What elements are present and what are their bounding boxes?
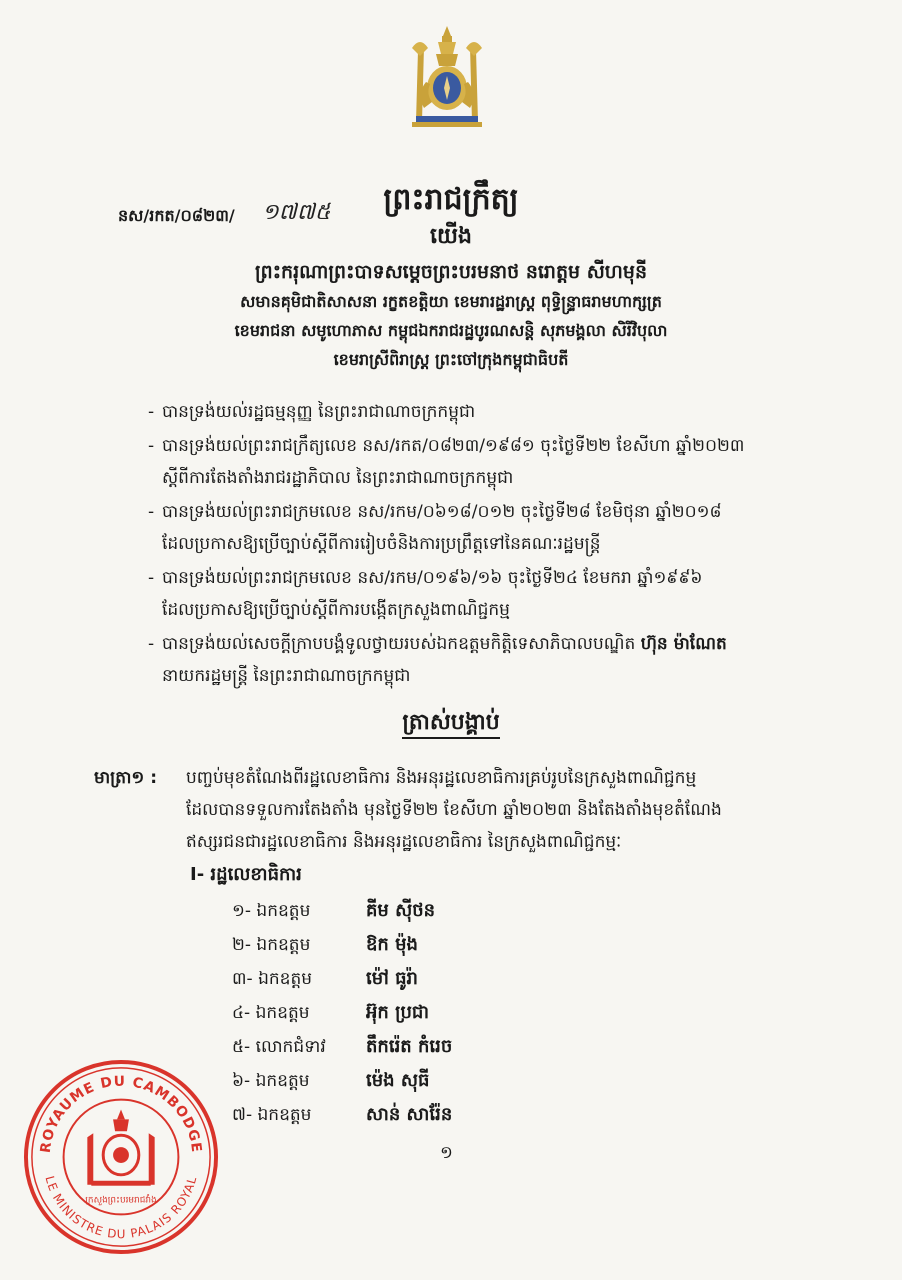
clause-item: - បានទ្រង់យល់ព្រះរាជក្រឹត្យលេខ នស/រកត/០៨២៣/១៩៨១ ចុះថ្ងៃទី២២ ខែសីហា ឆ្នាំ២០២៣ ស្តីពីការតែងតាំងរាជរដ្ឋាភិបាល នៃព្រះរាជាណាចក្រកម្ពុជា [148,430,838,494]
list-item [232,964,632,998]
we-heading: យើង [430,224,472,249]
appointee-title: ២- ឯកឧត្តម [232,935,311,955]
clause-item: - បានទ្រង់យល់រដ្ឋធម្មនុញ្ញ នៃព្រះរាជាណាចក្រកម្ពុជា [148,402,476,422]
clause-text: បានទ្រង់យល់ព្រះរាជក្រឹត្យលេខ នស/រកត/០៨២៣/១៩៨១ ចុះថ្ងៃទី២២ ខែសីហា ឆ្នាំ២០២៣ [162,436,745,456]
clause-item: - បានទ្រង់យល់ព្រះរាជក្រមលេខ នស/រកម/០៦១៨/០១២ ចុះថ្ងៃទី២៨ ខែមិថុនា ឆ្នាំ២០១៨ ដែលប្រកាសឱ្យប្រើច្បាប់ស្តីពីការរៀបចំនិងការប្រព្រឹត្តទៅនៃគណៈរដ្ឋមន្ត្រី [148,496,838,560]
appointee-title: ៤- ឯកឧត្តម [232,1003,310,1023]
decree-heading [0,708,902,740]
section-heading: I- រដ្ឋលេខាធិការ [190,864,302,885]
article-line1: បញ្ចប់មុខតំណែងពីរដ្ឋលេខាធិការ និងអនុរដ្ឋលេខាធិការគ្រប់រូបនៃក្រសួងពាណិជ្ជកម្ម [186,768,697,788]
prime-minister-name: ហ៊ុន ម៉ាណែត [640,634,727,654]
article-line3: ឥស្សរជនជារដ្ឋលេខាធិការ និងអនុរដ្ឋលេខាធិការ នៃក្រសួងពាណិជ្ជកម្មៈ [186,832,622,852]
clause-continuation: នាយករដ្ឋមន្ត្រី នៃព្រះរាជាណាចក្រកម្ពុជា [162,666,411,686]
king-title-line3: ខេមរាជនា សមូហោភាស កម្ពុជឯករាជរដ្ឋបូរណសន្តិ សុភមង្គលា សិរីវិបុលា [234,321,668,340]
list-item [232,1100,632,1134]
appointee-title: ៧- ឯកឧត្តម [232,1105,312,1125]
royal-palace-seal-icon [22,1058,220,1256]
king-title-line1: ព្រះករុណាព្រះបាទសម្តេចព្រះបរមនាថ នរោត្តម សីហមុនី [254,261,648,283]
list-item [232,930,632,964]
appointee-name: ឱក ម៉ុង [366,934,418,955]
appointee-name: ម៉េង សុធី [366,1070,430,1091]
appointee-name: គីម ស៊ីថន [366,900,436,921]
decree-heading-text: ត្រាស់បង្គាប់ [402,710,499,739]
appointee-title: ៦- ឯកឧត្តម [232,1071,310,1091]
page-number: ១ [440,1143,453,1163]
seal-top-text: ROYAUME DU CAMBODGE [37,1073,205,1154]
appointee-title: ៣- ឯកឧត្តម [232,969,313,989]
appointee-title: ១- ឯកឧត្តម [232,901,311,921]
list-item [232,998,632,1032]
list-item [232,896,632,930]
appointee-title: ៥- លោកជំទាវ [232,1037,326,1057]
list-item [232,1032,632,1066]
reference-number: ១៧៧៥ [262,200,331,225]
clause-text: បានទ្រង់យល់សេចក្តីក្រាបបង្គំទូលថ្វាយរបស់ឯកឧត្តមកិត្តិទេសាភិបាលបណ្ឌិត [162,634,636,654]
document-title: ព្រះរាជក្រឹត្យ [383,182,519,217]
king-title-line2: សមានគុមិជាតិសាសនា រក្ខតខត្តិយា ខេមរារដ្ឋរាស្ត្រ ពុទ្ធិន្ទ្រាធរាមហាក្សត្រ [240,292,662,311]
clause-continuation: ស្តីពីការតែងតាំងរាជរដ្ឋាភិបាល នៃព្រះរាជាណាចក្រកម្ពុជា [162,468,514,488]
seal-bottom-text: LE MINISTRE DU PALAIS ROYAL [42,1174,200,1242]
appointee-name: តឹករ៉េត កំរេច [366,1036,453,1057]
list-item [232,1066,632,1100]
reference-label: នស/រកត/០៨២៣/ [118,206,235,225]
appointee-list [232,896,632,1134]
clause-item: - បានទ្រង់យល់ព្រះរាជក្រមលេខ នស/រកម/០១៩៦/១៦ ចុះថ្ងៃទី២៤ ខែមករា ឆ្នាំ១៩៩៦ ដែលប្រកាសឱ្យប្រើច្បាប់ស្តីពីការបង្កើតក្រសួងពាណិជ្ជកម្ម [148,562,838,626]
clause-text: បានទ្រង់យល់ព្រះរាជក្រមលេខ នស/រកម/០៦១៨/០១២ ចុះថ្ងៃទី២៨ ខែមិថុនា ឆ្នាំ២០១៨ [162,502,722,522]
preamble-clauses [148,396,838,694]
royal-emblem-icon [398,22,496,132]
clause-text: បានទ្រង់យល់រដ្ឋធម្មនុញ្ញ នៃព្រះរាជាណាចក្រកម្ពុជា [162,402,476,422]
clause-item: - បានទ្រង់យល់សេចក្តីក្រាបបង្គំទូលថ្វាយរបស់ឯកឧត្តមកិត្តិទេសាភិបាលបណ្ឌិត ហ៊ុន ម៉ាណែត នាយករដ្ឋមន្ត្រី នៃព្រះរាជាណាចក្រកម្ពុជា [148,628,838,692]
appointee-name: អ៊ុក ប្រជា [366,1002,430,1023]
article-1 [94,762,854,858]
clause-text: បានទ្រង់យល់ព្រះរាជក្រមលេខ នស/រកម/០១៩៦/១៦ ចុះថ្ងៃទី២៤ ខែមករា ឆ្នាំ១៩៩៦ [162,568,703,588]
king-title-line4: ខេមរាស្រីពិរាស្ត្រ ព្រះចៅក្រុងកម្ពុជាធិបតី [333,350,569,369]
clause-continuation: ដែលប្រកាសឱ្យប្រើច្បាប់ស្តីពីការបង្កើតក្រសួងពាណិជ្ជកម្ម [162,600,510,620]
article-line2: ដែលបានទទួលការតែងតាំង មុនថ្ងៃទី២២ ខែសីហា ឆ្នាំ២០២៣ និងតែងតាំងមុខតំណែង [186,800,722,820]
appointee-name: ម៉ៅ ធូរ៉ា [366,968,418,989]
appointee-name: សាន់ សារ៉ែន [366,1104,453,1125]
clause-continuation: ដែលប្រកាសឱ្យប្រើច្បាប់ស្តីពីការរៀបចំនិងការប្រព្រឹត្តទៅនៃគណៈរដ្ឋមន្ត្រី [162,534,601,554]
article-label: មាត្រា១ : [94,768,158,788]
seal-center-text: ក្រសួងព្រះបរមរាជវាំង [85,1195,157,1206]
